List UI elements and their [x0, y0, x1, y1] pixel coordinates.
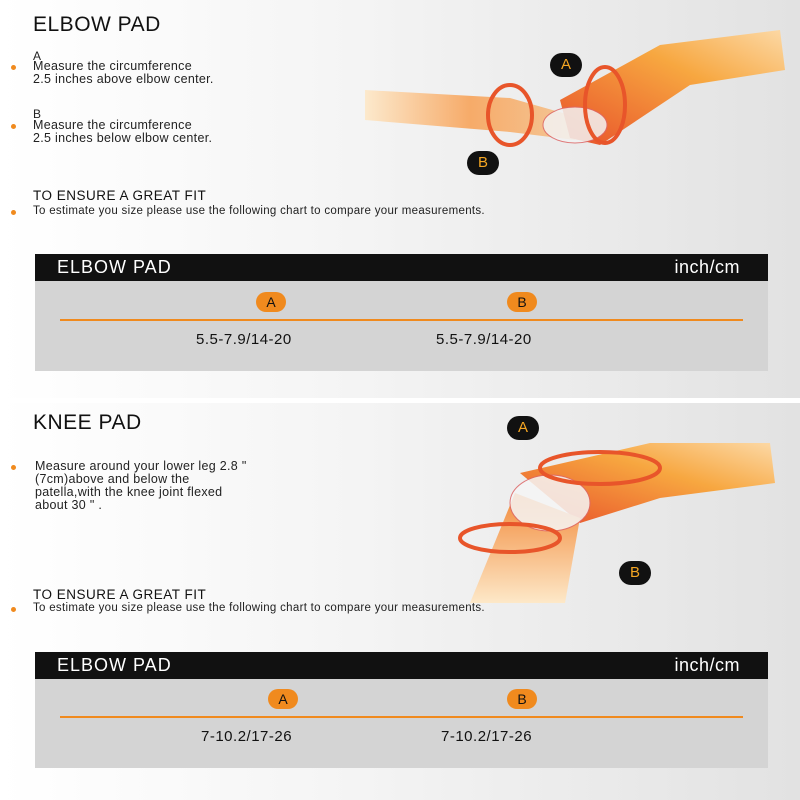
value-b: 5.5-7.9/14-20 — [436, 331, 532, 348]
elbow-fit-title: TO ENSURE A GREAT FIT — [33, 188, 207, 203]
bullet-icon — [11, 465, 16, 470]
table-header-title: ELBOW PAD — [57, 655, 172, 675]
value-a: 5.5-7.9/14-20 — [196, 331, 292, 348]
elbow-a-line2: 2.5 inches above elbow center. — [33, 72, 214, 86]
table-header-unit: inch/cm — [674, 655, 740, 675]
elbow-fit-text: To estimate you size please use the following chart to compare your measurements. — [33, 205, 485, 217]
table-divider — [60, 319, 743, 321]
elbow-a-letter: A — [33, 49, 42, 63]
elbow-size-table — [35, 254, 768, 371]
elbow-art-badge-b: B — [467, 151, 499, 175]
column-a-badge: A — [268, 689, 298, 709]
knee-pad-section — [0, 403, 800, 800]
table-header-unit: inch/cm — [674, 257, 740, 277]
knee-illustration — [430, 413, 790, 603]
bullet-icon — [11, 65, 16, 70]
bullet-icon — [11, 124, 16, 129]
bullet-icon — [11, 607, 16, 612]
column-b-badge: B — [507, 689, 537, 709]
elbow-b-letter: B — [33, 107, 42, 121]
value-a: 7-10.2/17-26 — [201, 728, 293, 745]
knee-fit-title: TO ENSURE A GREAT FIT — [33, 587, 207, 602]
elbow-b-line2: 2.5 inches below elbow center. — [33, 131, 213, 145]
elbow-title: ELBOW PAD — [33, 13, 161, 36]
knee-art-badge-b: B — [619, 561, 651, 585]
knee-art-badge-a: A — [507, 416, 539, 440]
column-b-badge: B — [507, 292, 537, 312]
elbow-art-badge-a: A — [550, 53, 582, 77]
elbow-pad-section — [0, 0, 800, 398]
knee-size-table — [35, 652, 768, 768]
column-a-badge: A — [256, 292, 286, 312]
knee-line2: (7cm)above and below the — [35, 472, 190, 486]
table-header — [35, 254, 768, 281]
knee-line3: patella,with the knee joint flexed — [35, 485, 223, 499]
knee-title: KNEE PAD — [33, 411, 142, 434]
elbow-illustration — [360, 20, 790, 190]
knee-fit-text: To estimate you size please use the following chart to compare your measurements. — [33, 602, 485, 614]
value-b: 7-10.2/17-26 — [441, 728, 533, 745]
elbow-a-line1: Measure the circumference — [33, 59, 192, 73]
elbow-b-line1: Measure the circumference — [33, 118, 192, 132]
table-divider — [60, 716, 743, 718]
knee-line1: Measure around your lower leg 2.8 " — [35, 459, 247, 473]
bullet-icon — [11, 210, 16, 215]
table-header-title: ELBOW PAD — [57, 257, 172, 277]
table-header — [35, 652, 768, 679]
knee-line4: about 30 " . — [35, 498, 103, 512]
